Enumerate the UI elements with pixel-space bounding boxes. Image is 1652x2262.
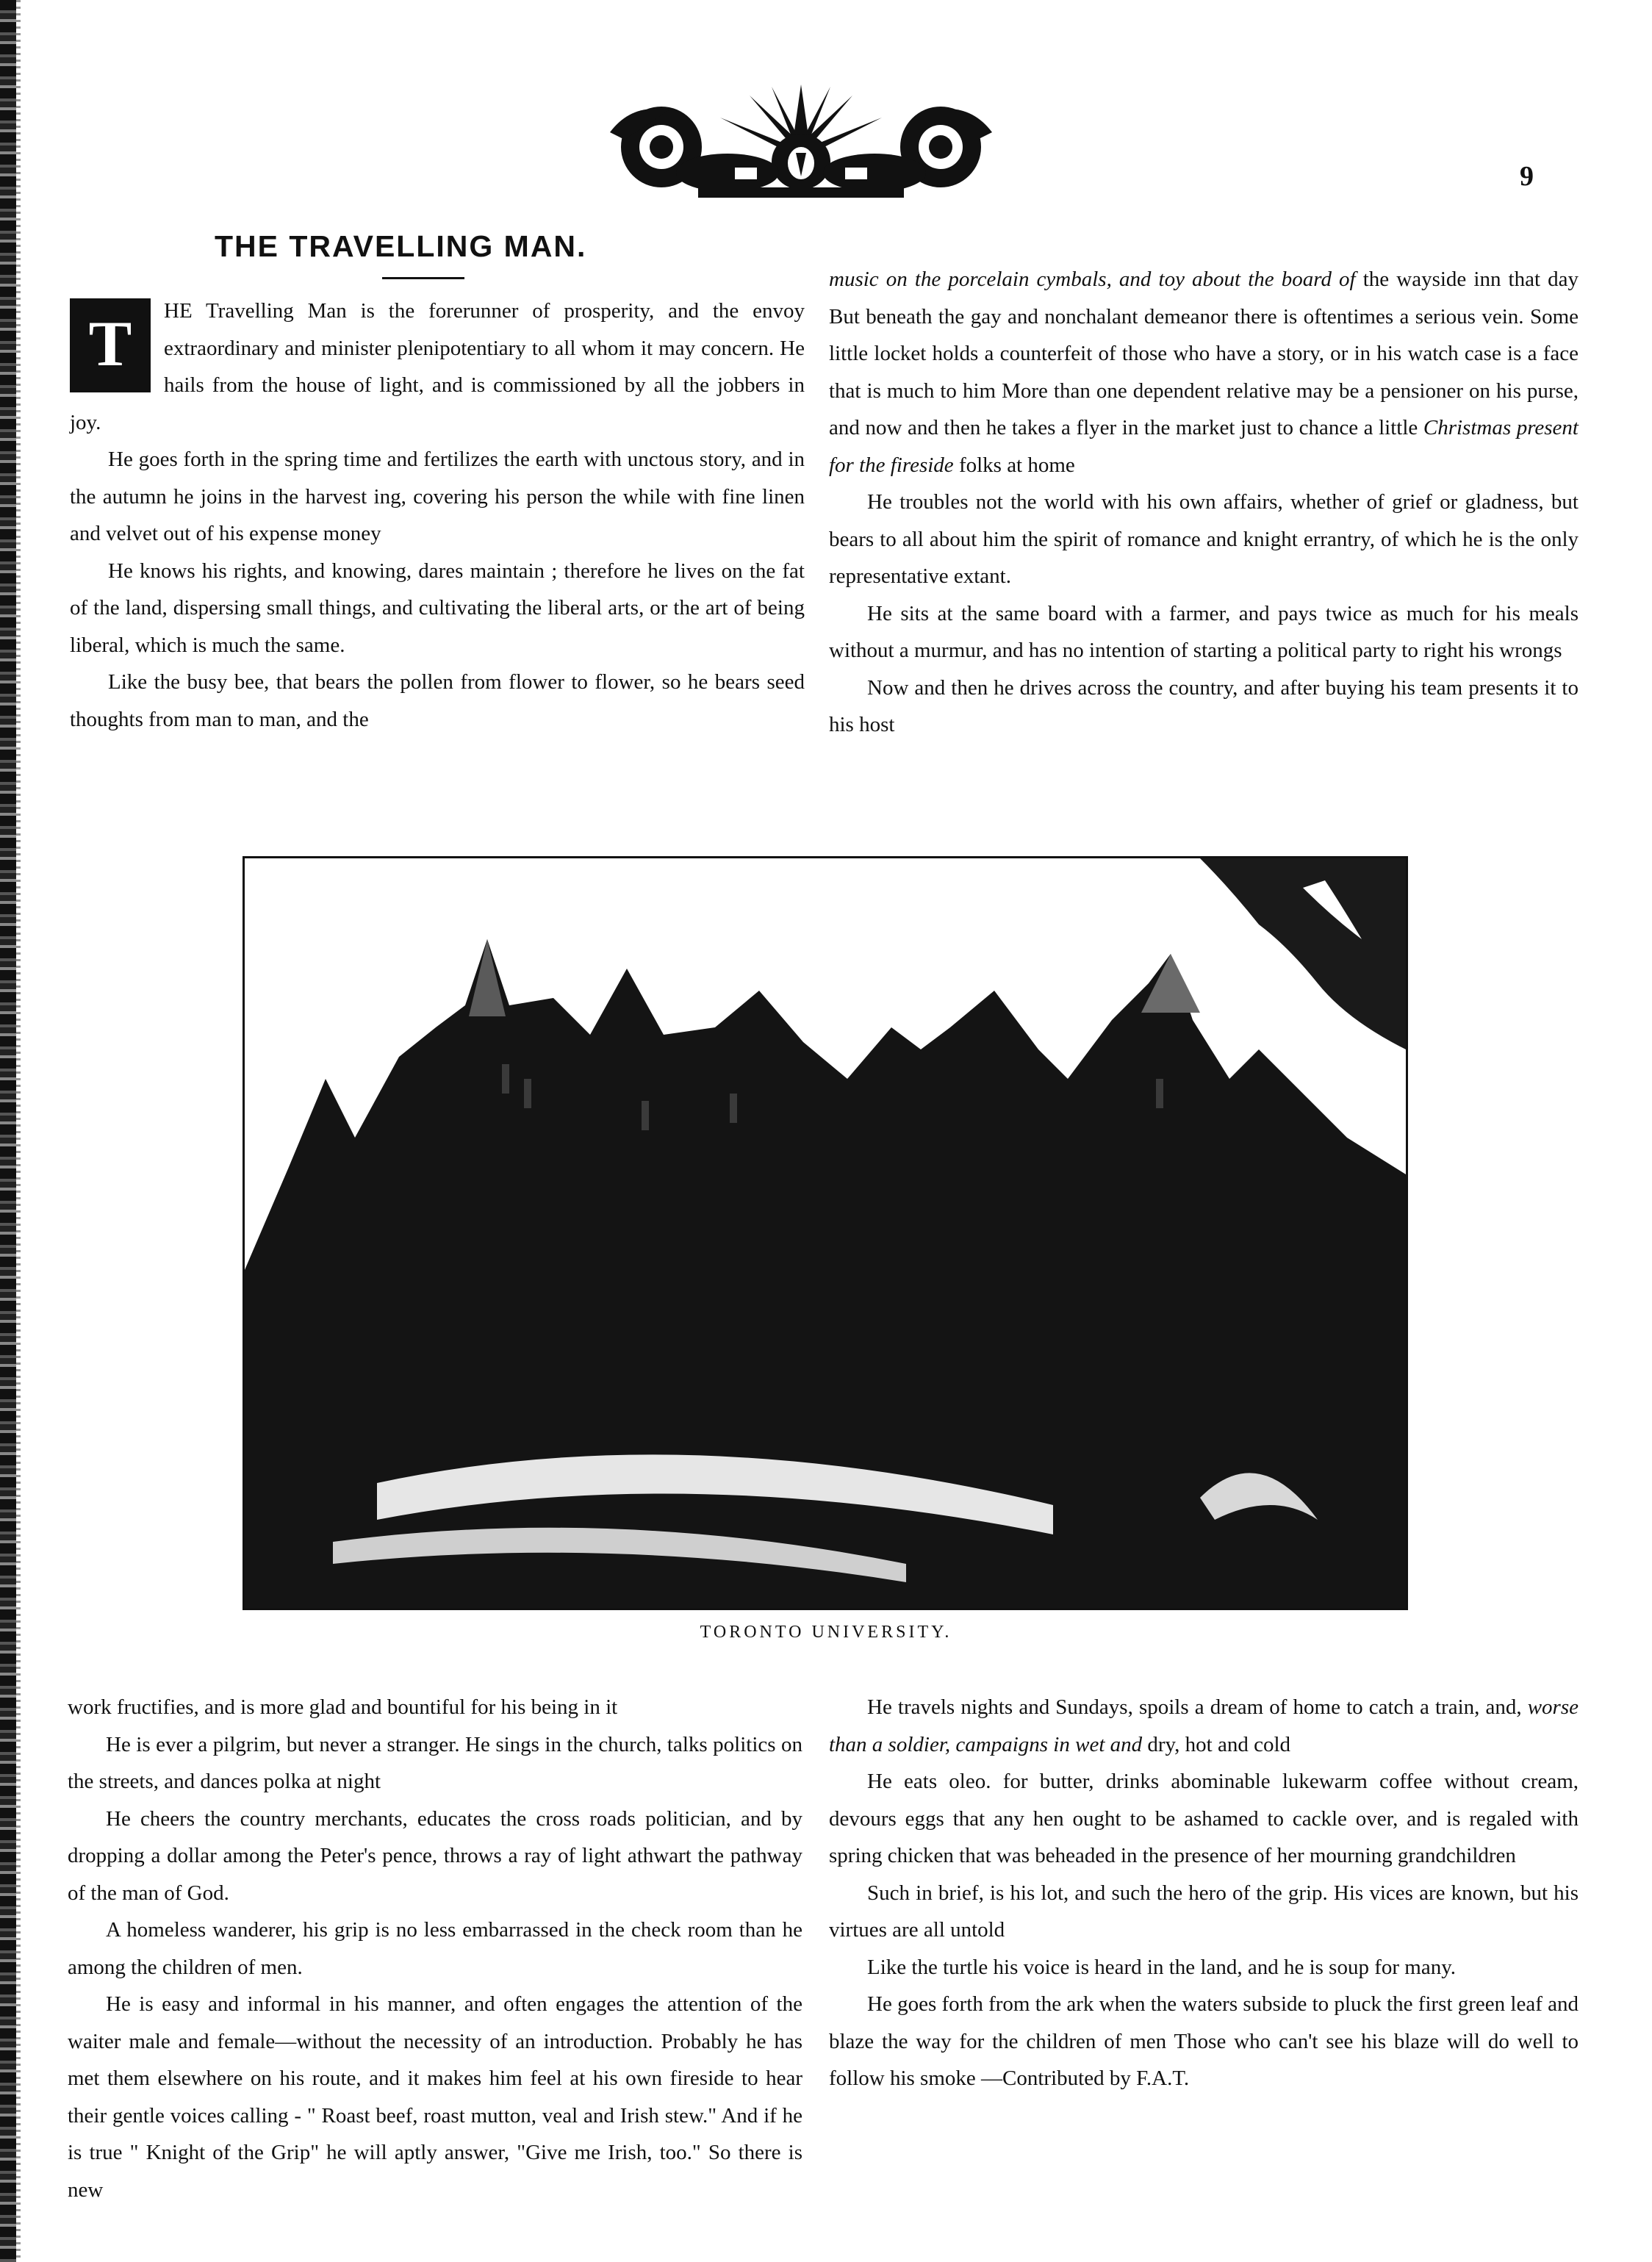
italic-text: music on the porcelain cymbals, and toy about the board of xyxy=(829,268,1356,291)
paragraph: Like the turtle his voice is heard in the land, and he is soup for many. xyxy=(867,1955,1457,1979)
italic-text: worse than a soldier, campaigns in wet and xyxy=(829,1695,1579,1756)
paragraph: Such in brief, is his lot, and such the hero of the grip. His vices are known, but his virtues are all untold xyxy=(829,1881,1579,1942)
paragraph: work fructifies, and is more glad and bountiful for his being in it xyxy=(68,1695,618,1719)
header-ornament xyxy=(603,73,999,202)
title-rule xyxy=(382,277,464,279)
paragraph-text: He travels nights and Sundays, spoils a dream of home to catch a train, and, xyxy=(867,1695,1522,1719)
paragraph-text: folks at home xyxy=(958,453,1075,477)
page-binding-edge xyxy=(0,0,16,2262)
paragraph: He troubles not the world with his own affairs, whether of grief or gladness, but bears to all about him the spirit of romance and knight errantry, of which he is the only representative extant. xyxy=(829,490,1579,588)
column-2 xyxy=(829,261,1579,744)
italic-text: Christmas present for the fireside xyxy=(829,416,1579,477)
column-3 xyxy=(68,1689,802,2208)
paragraph: He eats oleo. for butter, drinks abominable lukewarm coffee without cream, devours eggs that any hen ought to be ashamed to cackle over, and is regaled with spring chicken that was beheaded in the presence of her mourning grandchildren xyxy=(829,1770,1579,1867)
photo-caption: TORONTO UNIVERSITY. xyxy=(700,1623,952,1642)
paragraph-text: HE Travelling Man is the forerunner of prosperity, and the envoy extraordinary and minister plenipotentiary to all whom it may concern. He hails from the house of light, and is commissioned by all the jobbers in joy. xyxy=(70,299,805,434)
dropcap-letter: T xyxy=(88,309,132,380)
column-4 xyxy=(829,1689,1579,2097)
page-binding-stitch xyxy=(16,0,21,2262)
paragraph xyxy=(70,292,805,441)
article-title: THE TRAVELLING MAN. xyxy=(215,229,587,263)
paragraph: He is ever a pilgrim, but never a stranger. He sings in the church, talks politics on the streets, and dances polka at night xyxy=(68,1732,802,1793)
paragraph xyxy=(829,1689,1579,1763)
paragraph: He is easy and informal in his manner, and often engages the attention of the waiter male and female—without the necessity of an introduction. Probably he has met them elsewhere on his route, and it makes him feel at his own fireside to hear their gentle voices calling - " Roast beef, roast mutton, veal and Irish stew." And if he is true " Knight of the Grip" he will aptly answer, "Give me Irish, too." So there is new xyxy=(68,1992,802,2202)
page-number: 9 xyxy=(1520,161,1534,192)
paragraph: Now and then he drives across the country, and after buying his team presents it to his host xyxy=(829,675,1579,736)
dropcap xyxy=(70,298,151,392)
paragraph: He knows his rights, and knowing, dares maintain ; therefore he lives on the fat of the land, dispersing small things, and cultivating the liberal arts, or the art of being liberal, which is much the same. xyxy=(70,559,805,657)
paragraph: He cheers the country merchants, educates the cross roads politician, and by dropping a dollar among the Peter's pence, throws a ray of light athwart the pathway of the man of God. xyxy=(68,1806,802,1905)
paragraph: He goes forth in the spring time and fertilizes the earth with unctous story, and in the autumn he joins in the harvest ing, covering his person the while with fine linen and velvet out of his expense money xyxy=(70,448,805,545)
paragraph xyxy=(829,261,1579,484)
column-1 xyxy=(70,292,805,738)
paragraph-text: the wayside inn that day But beneath the gay and nonchalant demeanor there is oftentimes a serious vein. Some little locket holds a counterfeit of those who have a story, or in his watch case is a face that is much to him More than one dependent relative may be a pensioner on his purse, and now and then he takes a flyer in the market just to chance a little xyxy=(829,268,1579,439)
paragraph: Like the busy bee, that bears the pollen from flower to flower, so he bears seed thoughts from man to man, and the xyxy=(70,670,805,731)
paragraph: He goes forth from the ark when the waters subside to pluck the first green leaf and blaze the way for the children of men Those who can't see his blaze will do well to follow his smoke —Contributed by F.A.T. xyxy=(829,1992,1579,2090)
university-photo xyxy=(243,856,1408,1610)
paragraph-text: dry, hot and cold xyxy=(1147,1732,1291,1756)
paragraph: He sits at the same board with a farmer, and pays twice as much for his meals without a murmur, and has no intention of starting a political party to right his wrongs xyxy=(829,601,1579,662)
paragraph: A homeless wanderer, his grip is no less embarrassed in the check room than he among the children of men. xyxy=(68,1918,802,1979)
